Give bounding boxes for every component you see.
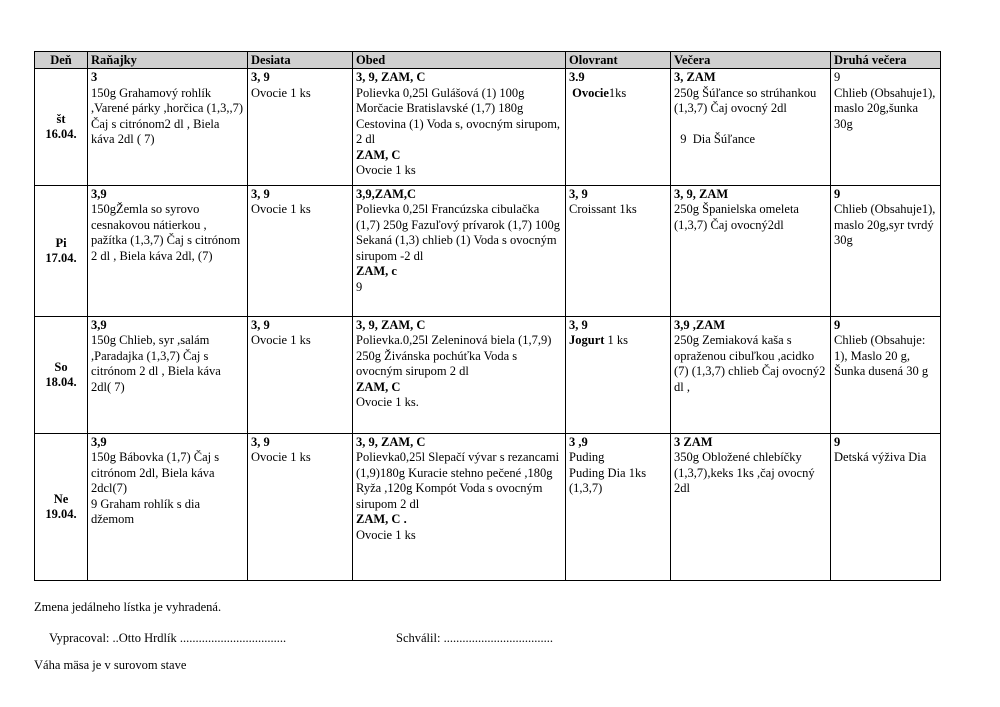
cell-text: 3,9 [91,317,107,332]
cell-text: Polievka0,25l Slepačí vývar s rezancami (1,9)180g Kuracie stehno pečené ,180g Ryža ,120g Kompót Voda s ovocným sirupom 2 dl [356,450,560,511]
cell-line [251,202,349,218]
cell-text: Ovocie 1 ks [251,85,311,100]
cell-text: Ovocie [569,85,609,100]
cell-line [834,86,937,133]
cell-text: 3, 9 [251,186,270,201]
cell-text: 3, 9, ZAM, C [356,70,426,84]
cell-text: ZAM, C [356,147,401,162]
cell-obed [353,433,566,580]
cell-text: 3, 9 [251,317,270,332]
cell-line [674,117,827,133]
cell-line [356,435,562,451]
cell-text: Chlieb (Obsahuje1), maslo 20g,šunka 30g [834,85,936,131]
cell-line [251,318,349,334]
cell-line [674,70,827,86]
cell-line [91,497,244,528]
cell-line [91,187,244,203]
cell-ranajky [88,185,248,316]
cell-text: Ovocie 1 ks [251,202,311,217]
cell-text: 250g Zemiaková kaša s opraženou cibuľkou ,acidko (7) (1,3,7) chlieb Čaj ovocný2 dl , [674,333,826,394]
menu-table [34,51,941,581]
cell-line [569,70,667,86]
cell-text: 250g Šúľance so strúhankou (1,3,7) Čaj ovocný 2dl [674,85,817,115]
cell-line [356,187,562,203]
cell-text: Ovocie 1 ks [251,450,311,465]
cell-line [674,318,827,334]
cell-text: 3 ,9 [569,434,588,449]
cell-line [674,187,827,203]
cell-text: 3 [91,70,98,84]
cell-text: 3, 9, ZAM, C [356,434,426,449]
cell-text: Croissant 1ks [569,202,637,217]
day-name: So [54,359,68,374]
cell-text: 9 [834,70,841,84]
cell-text: 3, 9 [569,186,588,201]
cell-line [251,450,349,466]
cell-line [834,187,937,203]
cell-olovrant [566,185,671,316]
cell-line [91,435,244,451]
cell-desiata [248,316,353,433]
cell-desiata [248,69,353,186]
day-date: 17.04. [45,251,77,266]
footer-approved: Schválil: ................................... [396,631,553,645]
cell-line [356,280,562,296]
cell-text: ZAM, C . [356,512,407,527]
cell-obed [353,316,566,433]
cell-line [356,395,562,411]
cell-line [251,86,349,102]
cell-text: 3, 9 [251,434,270,449]
cell-text: Ovocie 1 ks [356,163,416,177]
day-name: Pi [55,235,67,250]
cell-text: Ovocie 1 ks [251,333,311,348]
cell-obed [353,69,566,186]
cell-obed [353,185,566,316]
cell-text: 3, ZAM [674,70,716,84]
cell-ranajky [88,316,248,433]
cell-text: Ovocie 1 ks. [356,395,419,410]
cell-line [834,202,937,249]
cell-text: 3, 9, ZAM [674,186,729,201]
cell-line [569,202,667,218]
cell-text: 3,9 [91,186,107,201]
cell-text: 150g Grahamový rohlík ,Varené párky ,horčica (1,3,,7) Čaj s citrónom2 dl , Biela káva 2dl ( 7) [91,85,244,146]
cell-text: ZAM, c [356,264,397,279]
cell-line [356,528,562,544]
cell-text: Polievka 0,25l Francúzska cibulačka (1,7) 250g Fazuľový prívarok (1,7) 100g Sekaná (1,3) chlieb (1) Voda s ovocným sirupom -2 dl [356,202,560,263]
cell-olovrant [566,433,671,580]
cell-line [251,187,349,203]
cell-text: 3 ZAM [674,434,713,449]
cell-line [91,86,244,148]
day-date: 16.04. [45,127,77,142]
header-ranajky: Raňajky [88,52,248,69]
cell-line [91,70,244,86]
cell-text: 9 [834,186,841,201]
cell-text: ZAM, C [356,379,401,394]
cell-line [674,132,827,148]
day-name: Ne [53,491,69,506]
table-row [35,316,941,433]
cell-text: Polievka 0,25l Gulášová (1) 100g Morčacie Bratislavské (1,7) 180g Cestovina (1) Voda s, ovocným sirupom, 2 dl [356,85,561,146]
table-row [35,69,941,186]
cell-line [356,512,562,528]
cell-text: 3, 9, ZAM, C [356,317,426,332]
cell-ranajky [88,69,248,186]
cell-text: Ovocie 1 ks [356,527,416,542]
cell-text: Puding [569,450,605,465]
cell-line [356,333,562,380]
cell-text: 9 [834,317,841,332]
cell-text: 150g Bábovka (1,7) Čaj s citrónom 2dl, Biela káva 2dcl(7) [91,450,220,496]
cell-line [569,466,667,497]
cell-text: 150g Chlieb, syr ,salám ,Paradajka (1,3,7) Čaj s citrónom 2 dl , Biela káva 2dl( 7) [91,333,221,394]
footer-prepared: Vypracoval: ..Otto Hrdlík .................................. [49,631,287,645]
cell-olovrant [566,69,671,186]
cell-line [569,435,667,451]
cell-ranajky [88,433,248,580]
header-row [35,52,941,69]
cell-text: 9 Graham rohlík s dia džemom [91,496,201,527]
cell-text: Chlieb (Obsahuje: 1), Maslo 20 g, Šunka dusená 30 g [834,333,929,379]
cell-druha [831,69,941,186]
cell-line [251,333,349,349]
cell-line [251,70,349,86]
cell-line [356,318,562,334]
cell-line [356,163,562,179]
cell-text: 9 [356,279,363,294]
cell-vecera [671,185,831,316]
cell-line [356,450,562,512]
cell-line [569,333,667,349]
cell-line [569,187,667,203]
cell-line [834,333,937,380]
cell-text: 150gŽemla so syrovo cesnakovou nátierkou , pažítka (1,3,7) Čaj s citrónom 2 dl , Biela káva 2dl, (7) [91,202,241,263]
cell-line [834,435,937,451]
cell-line [834,70,937,86]
table-row [35,433,941,580]
cell-text: 350g Obložené chlebíčky (1,3,7),keks 1ks ,čaj ovocný 2dl [674,450,815,496]
cell-text: 3.9 [569,70,585,84]
cell-text-suffix: 1ks [608,85,627,100]
cell-line [674,435,827,451]
cell-text-suffix: 1 ks [604,333,629,348]
cell-text: Chlieb (Obsahuje1), maslo 20g,syr tvrdý 30g [834,202,936,248]
cell-line [356,380,562,396]
header-druha-vecera: Druhá večera [831,52,941,69]
cell-line [356,202,562,264]
cell-vecera [671,69,831,186]
footer-meat-note: Váha mäsa je v surovom stave [34,658,187,672]
cell-line [569,318,667,334]
cell-vecera [671,433,831,580]
day-date: 18.04. [45,375,77,390]
cell-text: 3, 9 [569,317,588,332]
header-day: Deň [35,52,88,69]
cell-text: 3,9,ZAM,C [356,186,417,201]
cell-line [674,86,827,117]
cell-line [356,70,562,86]
cell-desiata [248,185,353,316]
cell-text: 9 Dia Šúľance [674,132,756,146]
header-desiata: Desiata [248,52,353,69]
cell-text: 250g Španielska omeleta (1,3,7) Čaj ovocný2dl [674,202,799,232]
cell-line [356,264,562,280]
table-row [35,185,941,316]
cell-text: 3, 9 [251,70,270,84]
cell-line [356,86,562,148]
cell-text: Detská výživa Dia [834,450,927,465]
day-cell [35,433,88,580]
day-name: št [56,111,66,126]
cell-line [834,318,937,334]
cell-line [674,202,827,233]
day-cell [35,69,88,186]
cell-line [251,435,349,451]
cell-druha [831,185,941,316]
cell-line [356,148,562,164]
cell-line [91,318,244,334]
cell-text: 3,9 [91,434,107,449]
cell-text: 9 [834,434,841,449]
day-date: 19.04. [45,507,77,522]
header-olovrant: Olovrant [566,52,671,69]
cell-line [674,333,827,395]
cell-line [834,450,937,466]
cell-line [91,202,244,264]
cell-desiata [248,433,353,580]
header-vecera: Večera [671,52,831,69]
footer-note: Zmena jedálneho lístka je vyhradená. [34,600,222,614]
cell-line [91,450,244,497]
header-obed: Obed [353,52,566,69]
cell-druha [831,316,941,433]
cell-line [569,450,667,466]
cell-line [674,450,827,497]
cell-line [91,333,244,395]
day-cell [35,185,88,316]
cell-vecera [671,316,831,433]
cell-text: Jogurt [569,333,605,348]
cell-line [569,86,667,102]
day-cell [35,316,88,433]
cell-olovrant [566,316,671,433]
cell-text: Polievka.0,25l Zeleninová biela (1,7,9) 250g Živánska pochúťka Voda s ovocným sirupom 2 dl [356,333,552,379]
cell-text: 3,9 ,ZAM [674,317,726,332]
cell-text: Puding Dia 1ks (1,3,7) [569,465,647,496]
cell-druha [831,433,941,580]
